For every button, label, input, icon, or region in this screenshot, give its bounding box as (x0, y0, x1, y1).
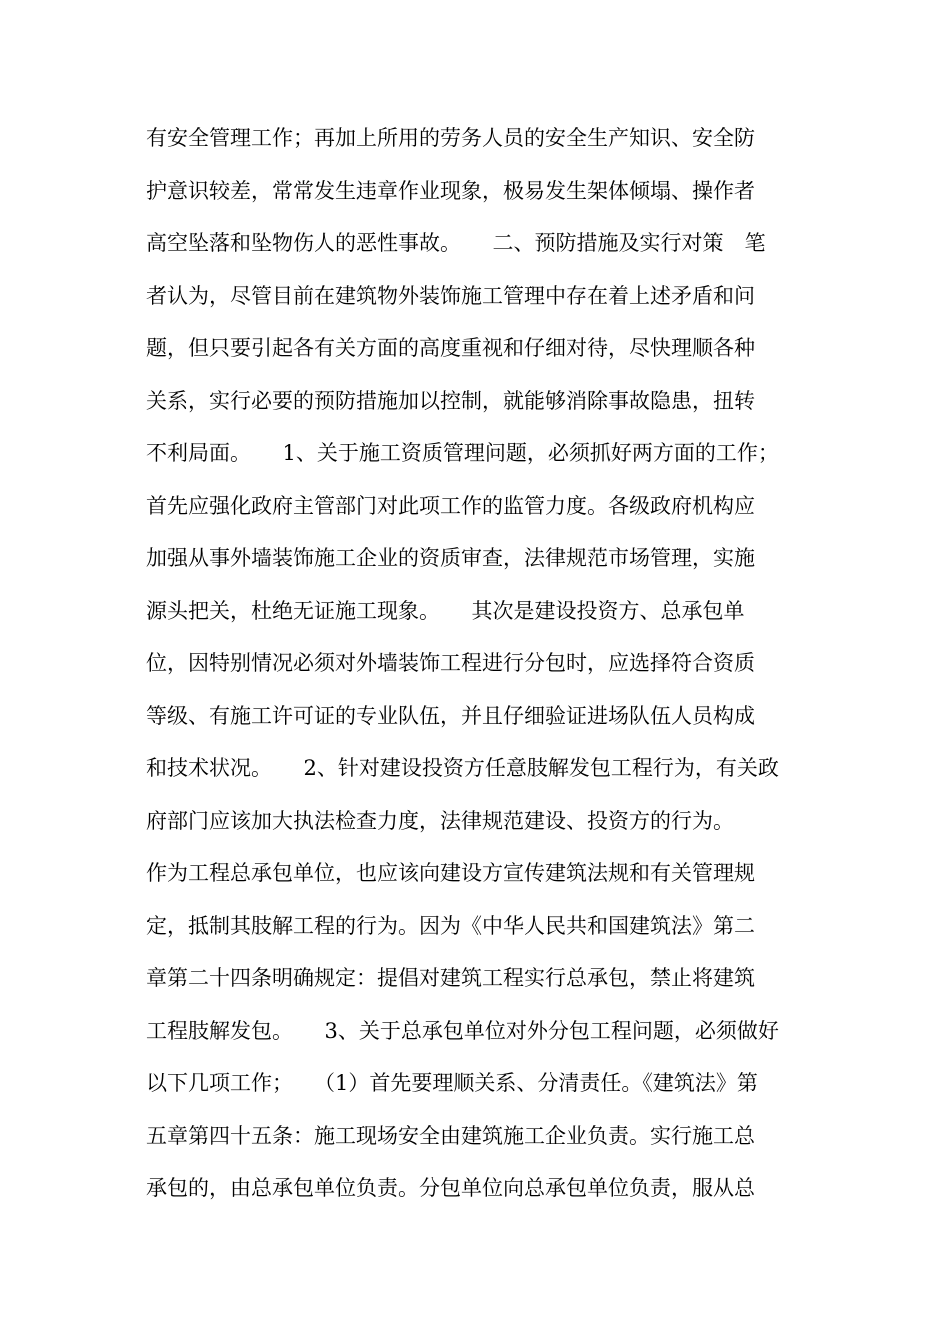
text-line: 源头把关，杜绝无证施工现象。 其次是建设投资方、总承包单 (146, 598, 745, 623)
text-line: 以下几项工作； （1）首先要理顺关系、分清责任。《建筑法》第 (146, 1071, 758, 1095)
text-line: 章第二十四条明确规定：提倡对建筑工程实行总承包，禁止将建筑 (146, 966, 755, 990)
text-line: 工程肢解发包。 3、关于总承包单位对外分包工程问题，必须做好 (146, 1018, 779, 1043)
text-line: 定，抵制其肢解工程的行为。因为《中华人民共和国建筑法》第二 (146, 913, 755, 938)
text-line: 等级、有施工许可证的专业队伍，并且仔细验证进场队伍人员构成 (146, 703, 755, 728)
text-line: 和技术状况。 2、针对建设投资方任意肢解发包工程行为，有关政 (146, 756, 779, 780)
text-line: 护意识较差，常常发生违章作业现象，极易发生架体倾塌、操作者 (146, 178, 755, 203)
text-line: 首先应强化政府主管部门对此项工作的监管力度。各级政府机构应 (146, 493, 755, 518)
text-line: 关系，实行必要的预防措施加以控制，就能够消除事故隐患，扭转 (146, 388, 755, 413)
text-line: 五章第四十五条：施工现场安全由建筑施工企业负责。实行施工总 (146, 1123, 755, 1148)
text-line: 府部门应该加大执法检查力度，法律规范建设、投资方的行为。 (146, 808, 734, 833)
text-line: 位，因特别情况必须对外墙装饰工程进行分包时，应选择符合资质 (146, 651, 755, 675)
text-line: 承包的，由总承包单位负责。分包单位向总承包单位负责，服从总 (146, 1176, 755, 1200)
body-text (146, 116, 826, 1219)
text-line: 作为工程总承包单位，也应该向建设方宣传建筑法规和有关管理规 (146, 861, 755, 885)
text-line: 不利局面。 1、关于施工资质管理问题，必须抓好两方面的工作； (146, 441, 779, 465)
text-line: 有安全管理工作；再加上所用的劳务人员的安全生产知识、安全防 (146, 126, 755, 150)
text-line: 题，但只要引起各有关方面的高度重视和仔细对待，尽快理顺各种 (146, 336, 755, 360)
text-line: 者认为，尽管目前在建筑物外装饰施工管理中存在着上述矛盾和问 (146, 283, 755, 308)
text-line: 高空坠落和坠物伤人的恶性事故。 二、预防措施及实行对策 笔 (146, 231, 766, 255)
text-line: 加强从事外墙装饰施工企业的资质审查，法律规范市场管理，实施 (146, 546, 755, 570)
